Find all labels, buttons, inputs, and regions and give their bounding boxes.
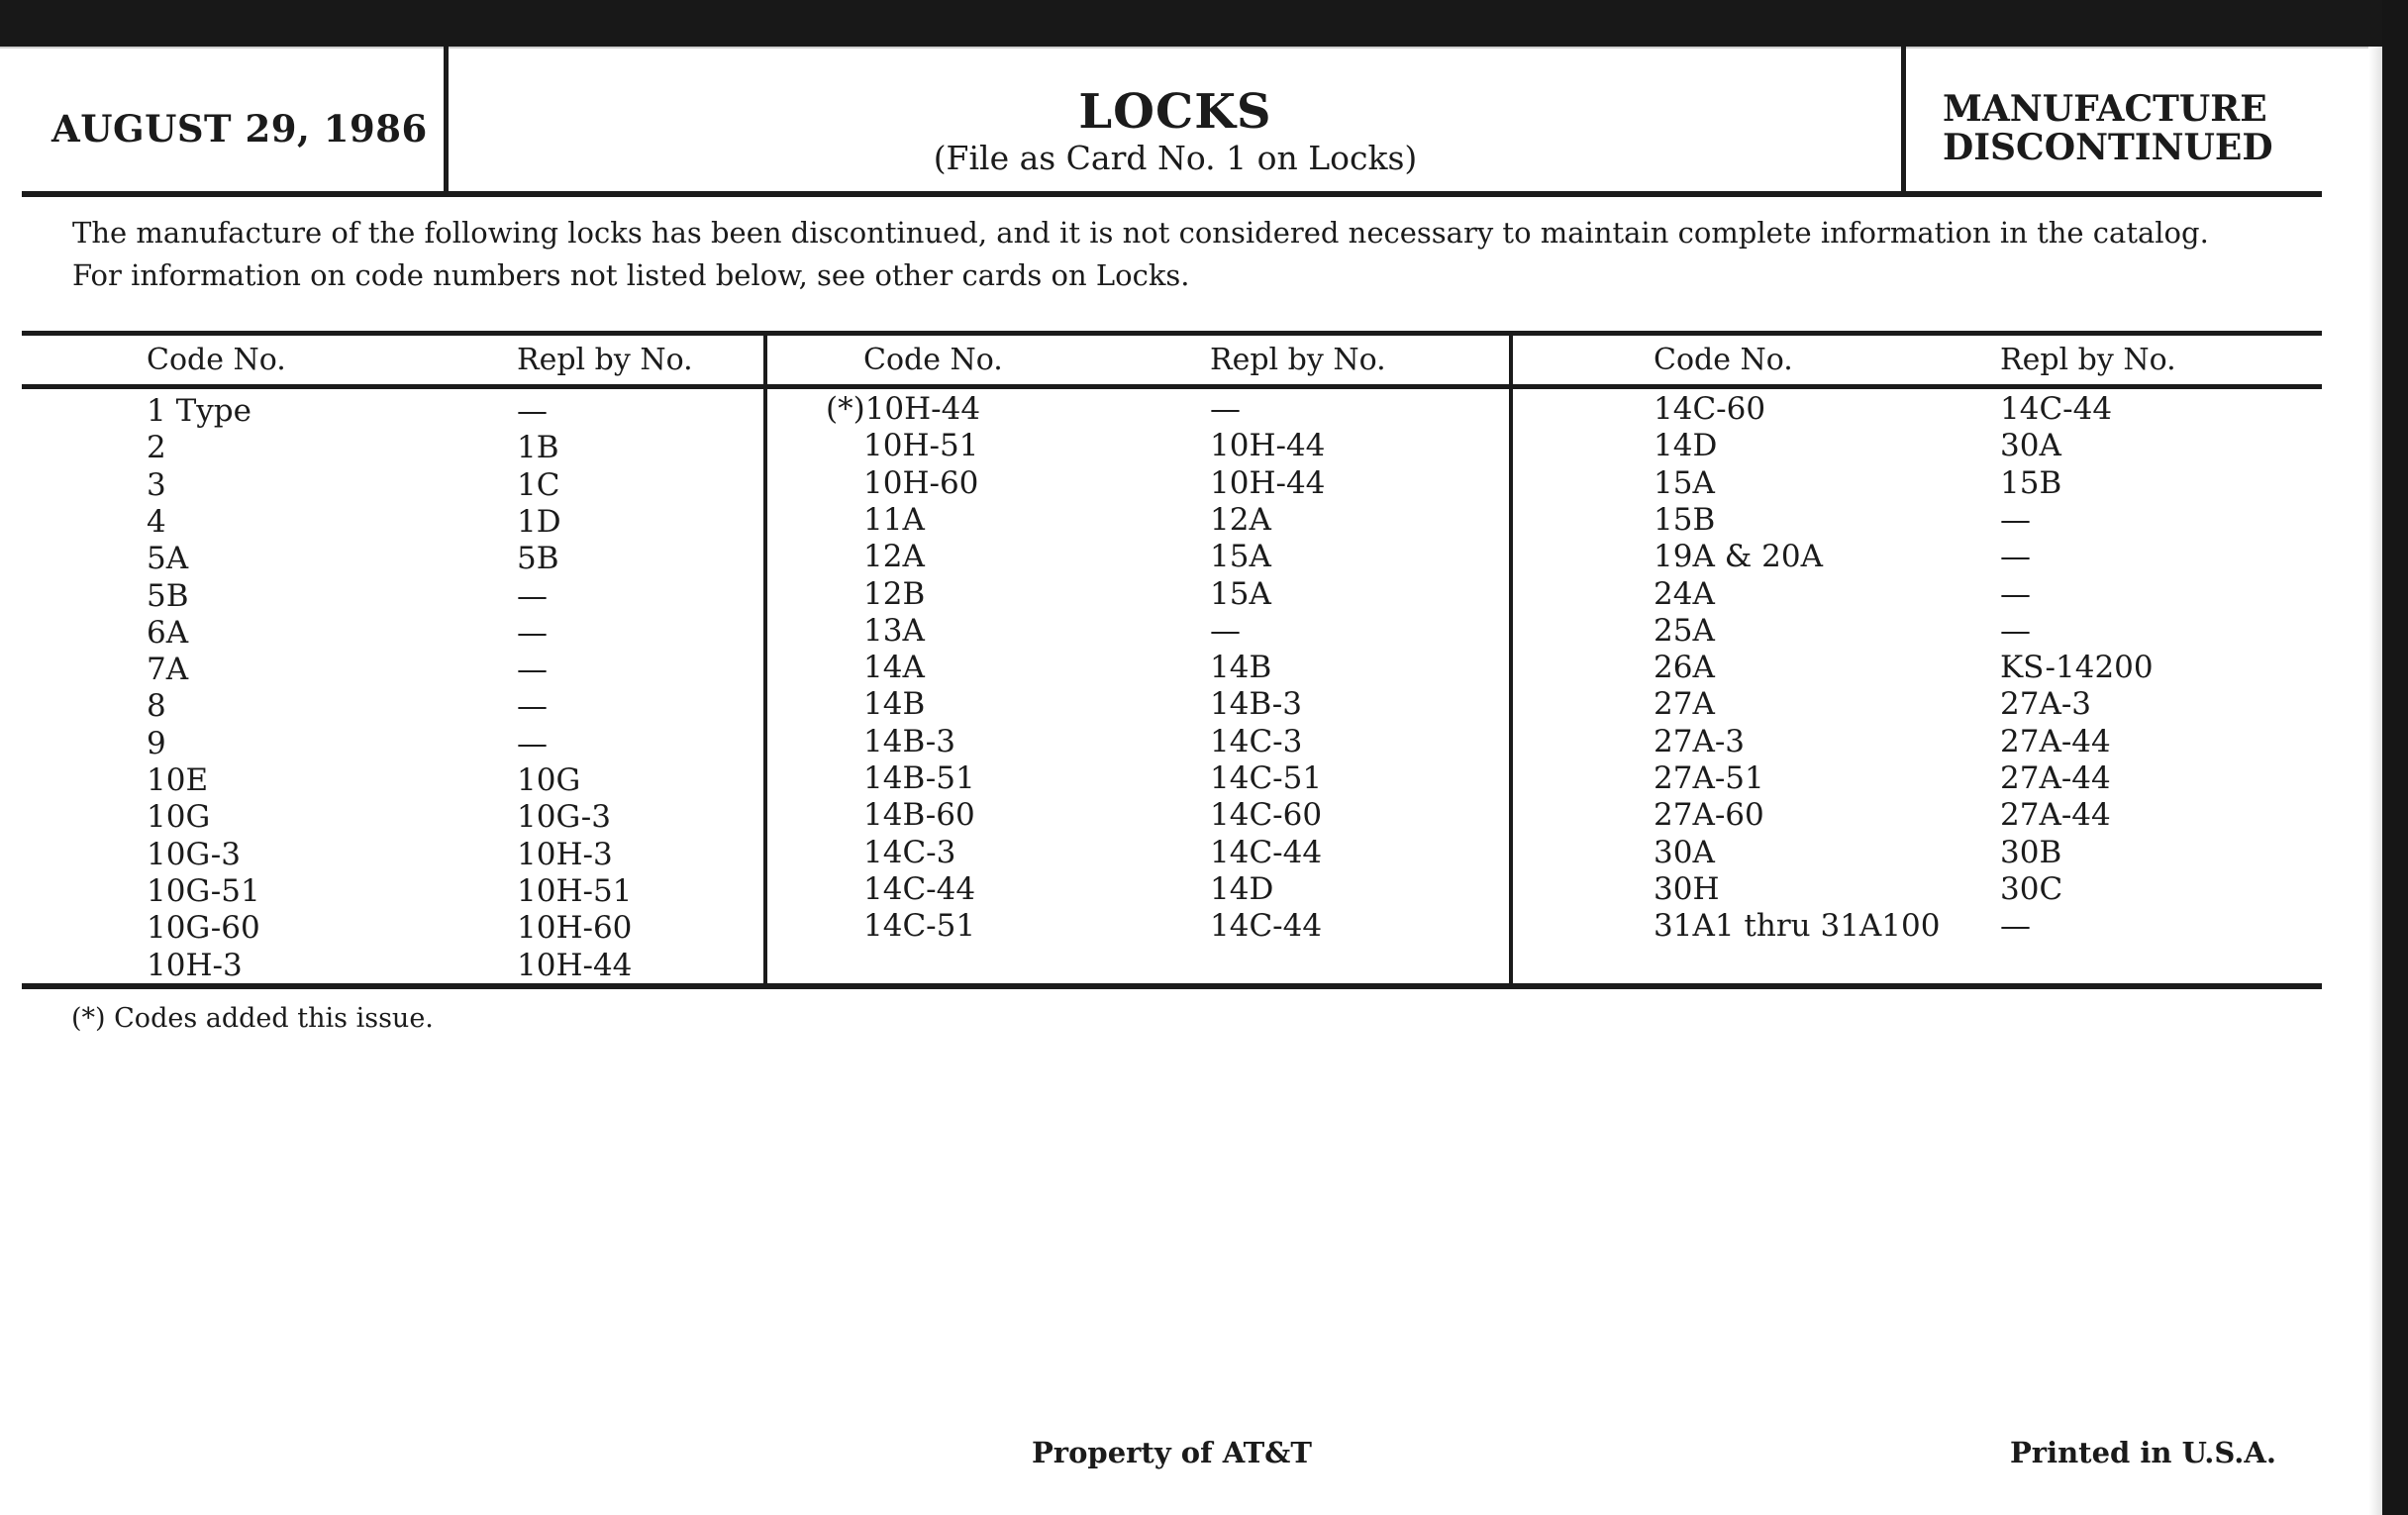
replacement-cell: 1D bbox=[517, 503, 561, 540]
replacement-cell: 10H-51 bbox=[517, 872, 633, 909]
code-cell: 5A bbox=[147, 541, 189, 577]
code-cell: 14A bbox=[863, 650, 925, 686]
col-header-code-2: Code No. bbox=[863, 343, 1003, 377]
code-cell: 14C-3 bbox=[863, 834, 956, 870]
code-cell: 10H-3 bbox=[147, 947, 243, 983]
code-cell: 14C-60 bbox=[1654, 391, 1766, 427]
replacement-cell: 14C-51 bbox=[1210, 760, 1323, 796]
code-cell: 10H-51 bbox=[863, 428, 979, 464]
scan-border-top bbox=[0, 0, 2408, 47]
replacement-cell: 14D bbox=[1210, 870, 1274, 907]
scan-border-right bbox=[2382, 0, 2408, 1515]
code-cell: 8 bbox=[147, 688, 166, 725]
replacement-cell: 10H-3 bbox=[517, 836, 613, 872]
replacement-cell: — bbox=[517, 393, 548, 429]
col-header-code-1: Code No. bbox=[147, 343, 286, 377]
status-line-1: MANUFACTURE bbox=[1943, 88, 2267, 130]
replacement-cell: — bbox=[2000, 501, 2031, 538]
code-cell: 26A bbox=[1654, 650, 1715, 686]
code-cell: 14C-44 bbox=[863, 870, 976, 907]
footnote: (*) Codes added this issue. bbox=[71, 1003, 434, 1034]
replacement-cell: 5B bbox=[517, 541, 559, 577]
code-cell: 14B bbox=[863, 686, 926, 723]
code-cell: 14C-51 bbox=[863, 908, 976, 945]
replacement-cell: 30C bbox=[2000, 870, 2063, 907]
code-cell: 19A & 20A bbox=[1654, 539, 1823, 575]
code-cell: 15B bbox=[1654, 501, 1716, 538]
code-cell: 14D bbox=[1654, 428, 1718, 464]
code-cell: 12A bbox=[863, 539, 925, 575]
card-right-shadow bbox=[2368, 47, 2382, 1515]
replacement-cell: 27A-44 bbox=[2000, 760, 2111, 796]
col-header-repl-1: Repl by No. bbox=[517, 343, 693, 377]
replacement-cell: — bbox=[517, 652, 548, 688]
code-cell: 6A bbox=[147, 614, 189, 651]
replacement-cell: 1C bbox=[517, 466, 560, 503]
code-cell: 10G-51 bbox=[147, 872, 260, 909]
header-bottom-rule bbox=[22, 191, 2322, 197]
replacement-cell: — bbox=[2000, 575, 2031, 612]
code-cell: 7A bbox=[147, 652, 189, 688]
code-cell: 30H bbox=[1654, 870, 1720, 907]
footer-owner: Property of AT&T bbox=[1032, 1436, 1312, 1469]
status-label bbox=[1943, 90, 2358, 167]
code-cell: 12B bbox=[863, 575, 926, 612]
replacement-cell: — bbox=[517, 688, 548, 725]
replacement-cell: KS-14200 bbox=[2000, 650, 2154, 686]
card-top-edge bbox=[0, 47, 2376, 49]
code-cell: 30A bbox=[1654, 834, 1715, 870]
replacement-cell: — bbox=[517, 614, 548, 651]
col-header-repl-3: Repl by No. bbox=[2000, 343, 2176, 377]
card-title-block bbox=[449, 85, 1902, 178]
code-cell: 14B-3 bbox=[863, 723, 955, 759]
table-header-rule bbox=[22, 384, 2322, 389]
replacement-cell: 27A-44 bbox=[2000, 723, 2111, 759]
code-cell: (*)10H-44 bbox=[826, 391, 981, 427]
replacement-cell: — bbox=[517, 577, 548, 614]
intro-paragraph bbox=[72, 212, 2300, 297]
replacement-cell: 27A-44 bbox=[2000, 797, 2111, 834]
replacement-cell: 15B bbox=[2000, 464, 2062, 501]
replacement-cell: — bbox=[1210, 391, 1241, 427]
replacement-cell: 30A bbox=[2000, 428, 2061, 464]
code-cell: 5B bbox=[147, 577, 189, 614]
code-cell: 27A-3 bbox=[1654, 723, 1746, 759]
replacement-cell: 14B bbox=[1210, 650, 1272, 686]
card-subtitle: (File as Card No. 1 on Locks) bbox=[933, 139, 1418, 177]
footer-printed: Printed in U.S.A. bbox=[2010, 1436, 2276, 1469]
replacement-cell: 10H-44 bbox=[1210, 464, 1326, 501]
status-line-2: DISCONTINUED bbox=[1943, 127, 2273, 168]
replacement-cell: 14C-44 bbox=[2000, 391, 2113, 427]
table-divider-1 bbox=[763, 331, 767, 989]
code-cell: 10H-60 bbox=[863, 464, 979, 501]
code-cell: 27A bbox=[1654, 686, 1715, 723]
code-cell: 14B-60 bbox=[863, 797, 975, 834]
replacement-cell: 14C-44 bbox=[1210, 834, 1323, 870]
replacement-cell: 30B bbox=[2000, 834, 2062, 870]
code-cell: 24A bbox=[1654, 575, 1715, 612]
code-cell: 3 bbox=[147, 466, 166, 503]
code-cell: 9 bbox=[147, 725, 166, 761]
intro-line-1: The manufacture of the following locks has been discontinued, and it is not considered necessary to maintain complete information in the catalog. bbox=[72, 216, 2209, 250]
replacement-cell: 10H-44 bbox=[517, 947, 633, 983]
code-cell: 27A-51 bbox=[1654, 760, 1764, 796]
replacement-cell: 14C-60 bbox=[1210, 797, 1323, 834]
replacement-cell: 1B bbox=[517, 430, 559, 466]
replacement-cell: 27A-3 bbox=[2000, 686, 2092, 723]
code-cell: 11A bbox=[863, 501, 925, 538]
code-cell: 13A bbox=[863, 612, 925, 649]
replacement-cell: 14C-3 bbox=[1210, 723, 1303, 759]
table-bottom-rule bbox=[22, 983, 2322, 989]
code-cell: 4 bbox=[147, 503, 166, 540]
table-top-rule bbox=[22, 331, 2322, 336]
replacement-cell: 15A bbox=[1210, 539, 1271, 575]
replacement-cell: 10G bbox=[517, 762, 581, 798]
replacement-cell: 10H-44 bbox=[1210, 428, 1326, 464]
replacement-cell: — bbox=[1210, 612, 1241, 649]
code-cell: 1 Type bbox=[147, 393, 251, 429]
replacement-cell: 10G-3 bbox=[517, 799, 611, 836]
replacement-cell: 15A bbox=[1210, 575, 1271, 612]
col-header-code-3: Code No. bbox=[1654, 343, 1793, 377]
code-cell: 14B-51 bbox=[863, 760, 975, 796]
replacement-cell: — bbox=[2000, 612, 2031, 649]
replacement-cell: 14B-3 bbox=[1210, 686, 1302, 723]
code-cell: 25A bbox=[1654, 612, 1715, 649]
replacement-cell: — bbox=[517, 725, 548, 761]
replacement-cell: — bbox=[2000, 539, 2031, 575]
code-cell: 31A1 thru 31A100 bbox=[1654, 908, 1941, 945]
intro-line-2: For information on code numbers not listed below, see other cards on Locks. bbox=[72, 258, 1190, 292]
table-divider-2 bbox=[1509, 331, 1513, 989]
replacement-cell: 10H-60 bbox=[517, 910, 633, 947]
code-cell: 10G bbox=[147, 799, 211, 836]
code-cell: 27A-60 bbox=[1654, 797, 1764, 834]
code-cell: 2 bbox=[147, 430, 166, 466]
card-title: LOCKS bbox=[1078, 84, 1272, 140]
code-cell: 10E bbox=[147, 762, 209, 798]
code-cell: 10G-60 bbox=[147, 910, 260, 947]
replacement-cell: 14C-44 bbox=[1210, 908, 1323, 945]
issue-date: AUGUST 29, 1986 bbox=[51, 107, 428, 151]
replacement-cell: 12A bbox=[1210, 501, 1271, 538]
replacement-cell: — bbox=[2000, 908, 2031, 945]
col-header-repl-2: Repl by No. bbox=[1210, 343, 1386, 377]
code-cell: 10G-3 bbox=[147, 836, 241, 872]
code-cell: 15A bbox=[1654, 464, 1715, 501]
